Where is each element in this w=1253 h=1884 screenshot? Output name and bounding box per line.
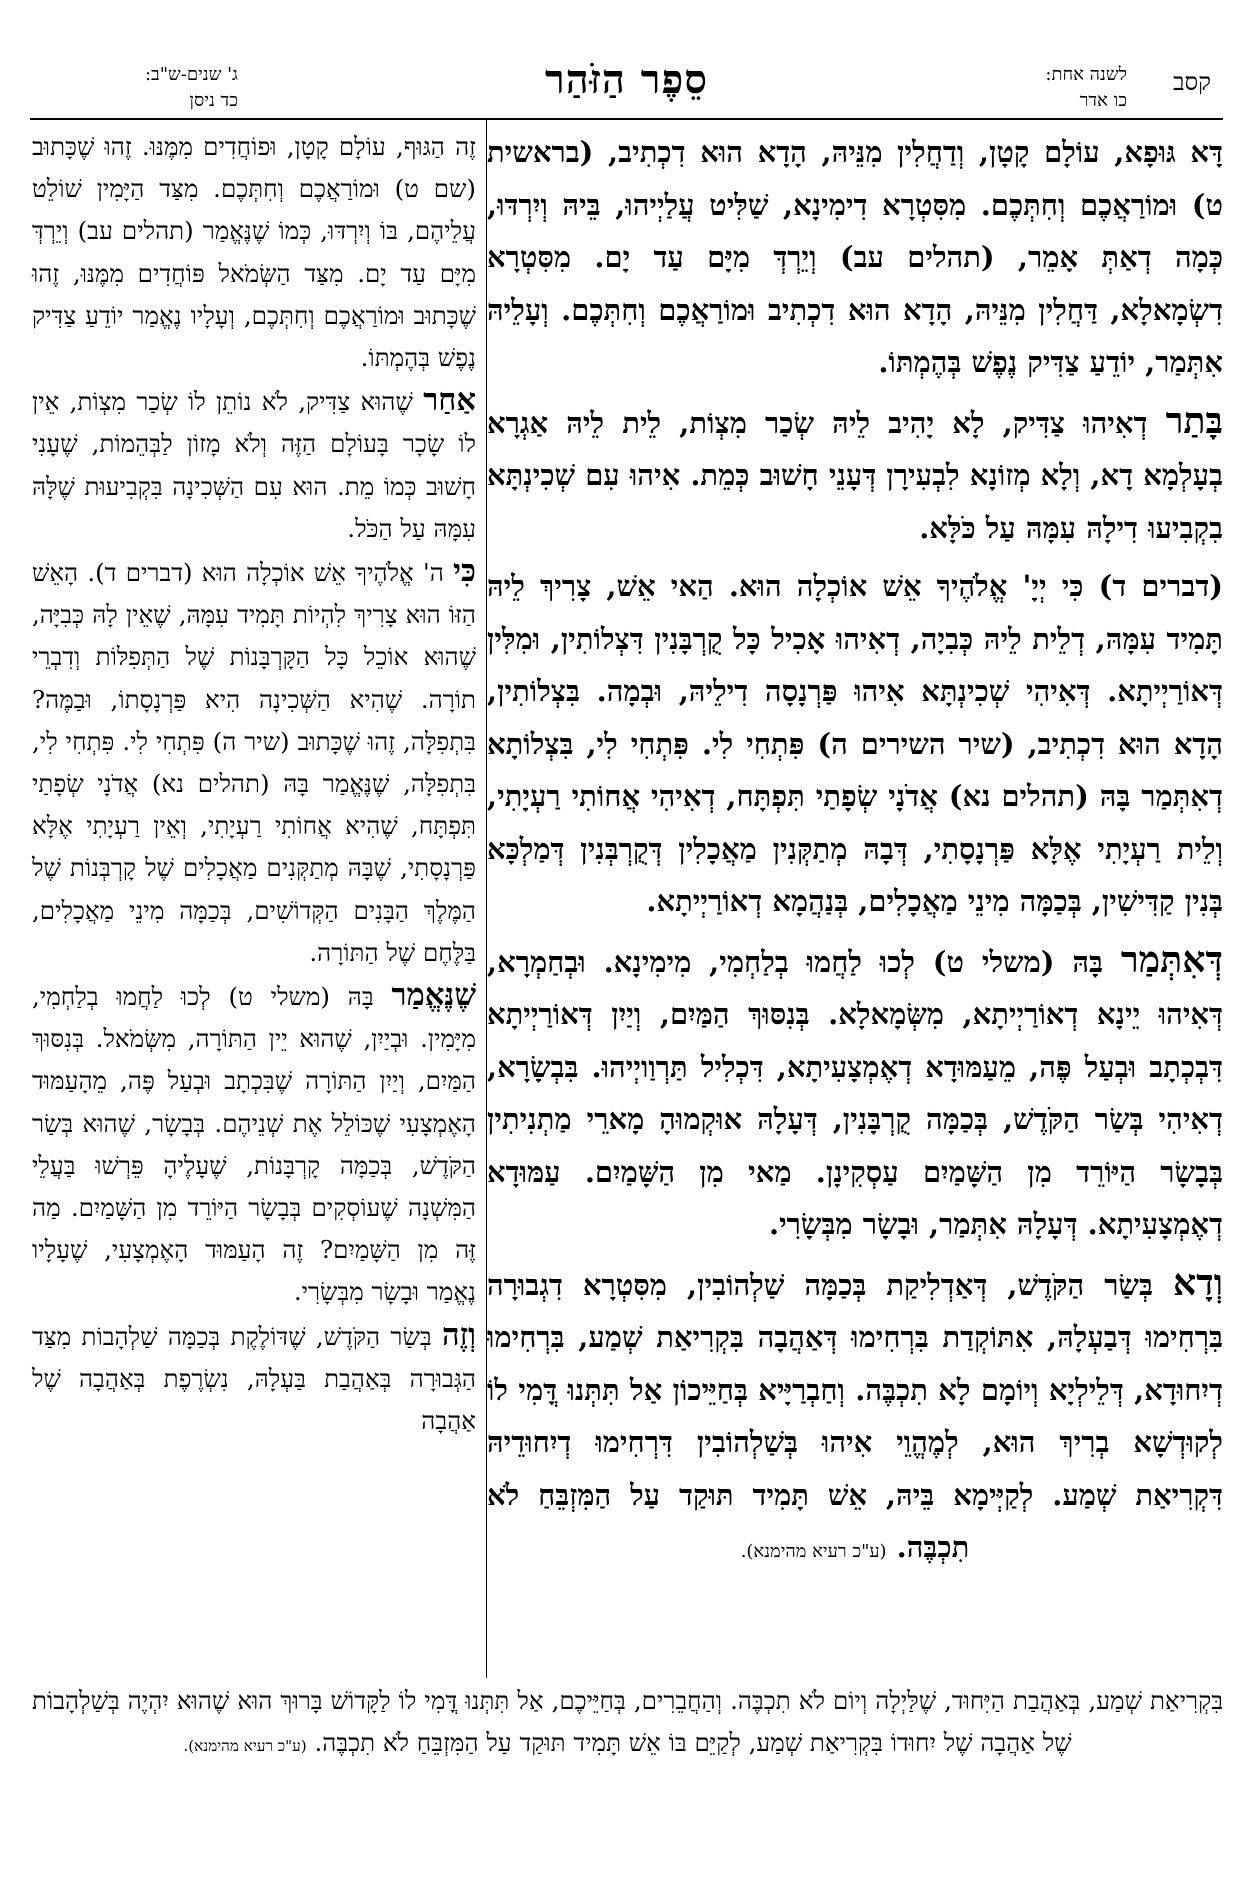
aramaic-column — [487, 126, 1223, 1585]
aramaic-paragraph-2 — [487, 395, 1223, 555]
paragraph-lead-word: כִּי — [453, 553, 476, 590]
schedule-date-right: כו אדר — [1079, 90, 1127, 111]
paragraph-lead-word: וְדָא — [1173, 1260, 1223, 1304]
schedule-date-left: כד ניסן — [189, 90, 238, 111]
paragraph-lead-word: אַחַר — [423, 382, 476, 419]
paragraph-text: ה' אֱלֹהֶיךָ אֵשׁ אוֹכְלָה הוּא (דברים ד). הָאֵשׁ הַזּוֹ הוּא צָרִיךְ לִהְיוֹת תָּמִיד עִמָּהּ, שֶׁאֵין לָהּ כְּבִיָּה, שֶׁהוּא אוֹכֵל כָּל הַקָּרְבָּנוֹת שֶׁל הַתְּפִלּוֹת וְדִבְרֵי תוֹרָה. שֶׁהִיא הַשְּׁכִינָה הִיא פַּרְנָסָתוֹ, וּבַמֶּה? בִּתְפִלָּה, זֶהוּ שֶׁכָּתוּב (שיר ה) פִּתְחִי לִי. פִּתְחִי לִי, בִּתְפִלָּה, שֶׁנֶּאֱמַר בָּהּ (תהלים נא) אֲדֹנָי שְׂפָתַי תִּפְתָּח, שֶׁהִיא אֲחוֹתִי רַעְיָתִי, וְאֵין רַעְיָתִי אֶלָּא פַּרְנָסָתִי, שֶׁבָּהּ מְתַקְּנִים מַאֲכָלִים שֶׁל קָרְבְּנוֹת שֶׁל הַמֶּלֶךְ הַבָּנִים הַקְּדוֹשִׁים, בְּכַמָּה מִינֵי מַאֲכָלִים, בַּלֶּחֶם שֶׁל הַתּוֹרָה. — [32, 558, 476, 967]
translation-paragraph-5 — [32, 1314, 476, 1443]
header-divider — [30, 118, 1223, 120]
section-end-note: (ע"כ רעיא מהימנא). — [183, 1737, 307, 1755]
paragraph-lead-word: שֶׁנֶּאֱמַר — [391, 977, 476, 1014]
paragraph-text: שֶׁהוּא צַדִּיק, לֹא נוֹתֵן לוֹ שְׂכַר מִצְוֹת, אֵין לוֹ שָׂכָר בָּעוֹלָם הַזֶּה וְלֹא מָזוֹן לַבְּהֵמוֹת, שֶׁעָנִי חָשׁוּב כְּמוֹ מֵת. הוּא עִם הַשְּׁכִינָה בִּקְבִיעוּת שֶׁלָּהּ עִמָּהּ עַל הַכֹּל. — [32, 387, 476, 543]
translation-paragraph-2 — [32, 379, 476, 550]
paragraph-text: בָּהּ (משלי ט) לְכוּ לַחֲמוּ בְלַחְמִי, מִימִינָא. וּבְחַמְרָא, דְּאִיהוּ יֵינָא דְאוֹרַיְיתָא, מִשְּׂמָאלָא. בְּנִסּוּךְ הַמַּיִם, וְיַיִן דְּאוֹרַיְיתָא דִּבְכְתָב וּבְעַל פֶּה, מֵעַמּוּדָא דְאֶמְצָעִיתָא, דִּכְלִיל תַּרְוַויְיהוּ. בִּבְשָׂרָא, דְאִיהִי בְּשַׂר הַקֹּדֶשׁ, בְּכַמָּה קֻרְבָּנִין, דְּעָלָהּ אוּקְמוּהָ מָארֵי מַתְנִיתִין בְּבָשָׂר הַיּוֹרֵד מִן הַשָּׁמַיִם עַסְקִינָן. מַאי מִן הַשָּׁמַיִם. עַמּוּדָא דְאֶמְצָעִיתָא. דְּעָלָהּ אִתְּמַר, וּבָשָׂר מִבְּשָׂרִי. — [487, 944, 1223, 1241]
translation-continuation — [32, 1680, 1223, 1767]
hebrew-translation-column — [32, 126, 476, 1442]
translation-paragraph-3 — [32, 550, 476, 974]
paragraph-lead-word: וְזֶה — [442, 1316, 476, 1353]
paragraph-lead-word: בָּתַר — [1165, 398, 1223, 442]
page-number: קסב — [1172, 68, 1211, 96]
paragraph-lead-word: דְּאִתְּמַר — [1120, 937, 1223, 981]
aramaic-paragraph-1: דָּא גּוּפָא, עוֹלָם קָטָן, וְדַחֲלִין מִנֵּיהּ, הָדָא הוּא דִכְתִיב, (בראשית ט) וּמוֹרַאֲכֶם וְחִתְּכֶם. מִסִּטְרָא דִימִינָא, שַׁלִּיט עֲלַיְיהוּ, בֵּיהּ וְיִרְדּוּ, כְּמָה דְאַתְּ אָמֵר, (תהלים עב) וְיֵרְדְּ מִיָּם עַד יָם. מִסִּטְרָא דִשְׂמָאלָא, דַּחֲלִין מִנֵּיהּ, הָדָא הוּא דִכְתִיב וּמוֹרַאֲכֶם וְחִתְּכֶם. וְעָלֵיהּ אִתְּמַר, יוֹדֵעַ צַדִּיק נֶפֶשׁ בְּהֶמְתּוֹ. — [487, 135, 1223, 379]
translation-paragraph-4 — [32, 974, 476, 1314]
aramaic-paragraph-4 — [487, 934, 1223, 1251]
schedule-label-right: לשנה אחת: — [1045, 64, 1127, 85]
paragraph-text: בָּהּ (משלי ט) לְכוּ לַחֲמוּ בְלַחְמִי, מִיָּמִין. וּבְיַיִן, שֶׁהוּא יֵין הַתּוֹרָה, מִשְּׂמֹאל. בְּנִסּוּךְ הַמַּיִם, וְיַיִן הַתּוֹרָה שֶׁבִּכְתָב וּבְעַל פֶּה, מֵהָעַמּוּד הָאֶמְצָעִי שֶׁכּוֹלֵל אֶת שְׁנֵיהֶם. בְּבָשָׂר, שֶׁהוּא בְּשַׂר הַקֹּדֶשׁ, בְּכַמָּה קָרְבָּנוֹת, שֶׁעָלֶיהָ פֵּרְשׁוּ בַּעֲלֵי הַמִּשְׁנָה שֶׁעוֹסְקִים בְּבָשָׂר הַיּוֹרֵד מִן הַשָּׁמַיִם. מַה זֶּה מִן הַשָּׁמַיִם? זֶה הָעַמּוּד הָאֶמְצָעִי, שֶׁעָלָיו נֶאֱמַר וּבָשָׂר מִבְּשָׂרִי. — [32, 982, 476, 1307]
translation-paragraph-1: זֶה הַגּוּף, עוֹלָם קָטָן, וּפוֹחֲדִים מִמֶּנּוּ. זֶהוּ שֶׁכָּתוּב (שם ט) וּמוֹרַאֲכֶם וְחִתְּכֶם. מִצַּד הַיָּמִין שׁוֹלֵט עֲלֵיהֶם, בּוֹ וְיִרְדּוּ, כְּמוֹ שֶׁנֶּאֱמַר (תהלים עב) וְיֵרְדְּ מִיָּם עַד יָם. מִצַּד הַשְּׂמֹאל פּוֹחֲדִים מִמֶּנּוּ, זֶהוּ שֶׁכָּתוּב וּמוֹרַאֲכֶם וְחִתְּכֶם, וְעָלָיו נֶאֱמַר יוֹדֵעַ צַדִּיק נֶפֶשׁ בְּהֶמְתּוֹ. — [32, 132, 476, 373]
aramaic-paragraph-5 — [487, 1257, 1223, 1579]
section-end-note: (ע"כ רעיא מהימנא). — [740, 1541, 887, 1562]
paragraph-text: דְאִיהוּ צַדִּיק, לָא יָהִיב לֵיהּ שְׂכַר מִצְוֹת, לֵית לֵיהּ אַגְרָא בְעָלְמָא דָא, וְלָא מְזוֹנָא לִבְעִירָן דְּעָנֵי חָשׁוּב כְּמֵת. אִיהוּ עִם שְׁכִינְתָּא בִקְבִיעוּ דִילָהּ עִמָּהּ עַל כֹּלָּא. — [487, 405, 1223, 545]
schedule-three-years — [38, 62, 238, 122]
paragraph-text: בְּשַׂר הַקֹּדֶשׁ, דְּאַדְלִיקַת בְּכַמָּה שַׁלְהוֹבִין, מִסִּטְרָא דִגְבוּרָה בִּרְחִימוּ דְּבַעְלָהּ, אִתּוֹקְדַת בִּרְחִימוּ דְּאַהֲבָה בִּקְרִיאַת שְׁמַע, בִּרְחִימוּ דְיִחוּדָא, דְּלֵילְיָא וְיוֹמָם לָא תִכְבֶּה. וְחַבְרַיָּיא בְּחַיֵּיכוֹן אַל תִּתְּנוּ דֳּמִי לוֹ לְקוּדְשָׁא בְרִיךְ הוּא, לְמֶהֱוֵי אִיהוּ בְּשַׁלְהוֹבִין דִּרְחִימוּ דְיִחוּדֵיהּ דִּקְרִיאַת שְׁמַע. לְקַיְּימָא בֵּיהּ, אֵשׁ תָּמִיד תּוּקַד עַל הַמִּזְבֵּחַ לֹא תִכְבֶּה. — [487, 1267, 1223, 1564]
schedule-label-left: ג' שנים-ש"ב: — [144, 64, 238, 85]
book-title: סֵפֶר הַזֹּהַר — [545, 56, 708, 103]
continuation-text: בִּקְרִיאַת שְׁמַע, בְּאַהֲבַת הַיִּחוּד, שֶׁלַּיְלָה וְיוֹם לֹא תִכְבֶּה. וְהַחֲבֵרִים, בְּחַיֵּיכֶם, אַל תִּתְּנוּ דֳּמִי לוֹ לַקָּדוֹשׁ בָּרוּךְ הוּא שֶׁהוּא יִהְיֶה בְּשַׁלְהָבוֹת שֶׁל אַהֲבָה שֶׁל יִחוּדוֹ בִּקְרִיאַת שְׁמַע, לְקַיֵּם בּוֹ אֵשׁ תָּמִיד תּוּקַד עַל הַמִּזְבֵּחַ לֹא תִכְבֶּה. — [32, 1686, 1223, 1757]
aramaic-paragraph-3: (דברים ד) כִּי יְיָ' אֱלֹהֶיךָ אֵשׁ אוֹכְלָה הוּא. הַאי אֵשׁ, צָרִיךְ לֵיהּ תָּמִיד עִמָּהּ, דְלֵית לֵיהּ כְּבִיָה, דְאִיהוּ אָכִיל כָּל קֻרְבָּנִין דִּצְלוֹתִין, וּמִלִּין דְּאוֹרַיְיתָא. דְּאִיהִי שְׁכִינְתָּא אִיהוּ פַּרְנָסָה דִילֵיהּ, וּבְמָה. בִּצְלוֹתִין, הָדָא הוּא דִכְתִיב, (שיר השירים ה) פִּתְחִי לִי. פִּתְחִי לִי, בִּצְלוֹתָא דְאִתְּמַר בָּהּ (תהלים נא) אֲדֹנָי שְׂפָתַי תִּפְתָּח, דְאִיהִי אֲחוֹתִי רַעְיָתִי, וְלֵית רַעְיָתִי אֶלָּא פַּרְנָסָתִי, דְּבָהּ מְתַקְּנִין מַאֲכָלִין דְּקֻרְבְּנִין דְּמַלְכָּא בְּנִין קַדִּישִׁין, בְּכַמָּה מִינֵי מַאֲכָלִים, בְּנַהֲמָא דְאוֹרַיְיתָא. — [487, 569, 1223, 918]
paragraph-text: בְּשַׂר הַקֹּדֶשׁ, שֶׁדּוֹלֶקֶת בְּכַמָּה שַׁלְהָבוֹת מִצַּד הַגְּבוּרָה בְּאַהֲבַת בַּעְלָהּ, נִשְׂרֶפֶת בְּאַהֲבָה שֶׁל אַהֲבָה — [32, 1321, 476, 1436]
